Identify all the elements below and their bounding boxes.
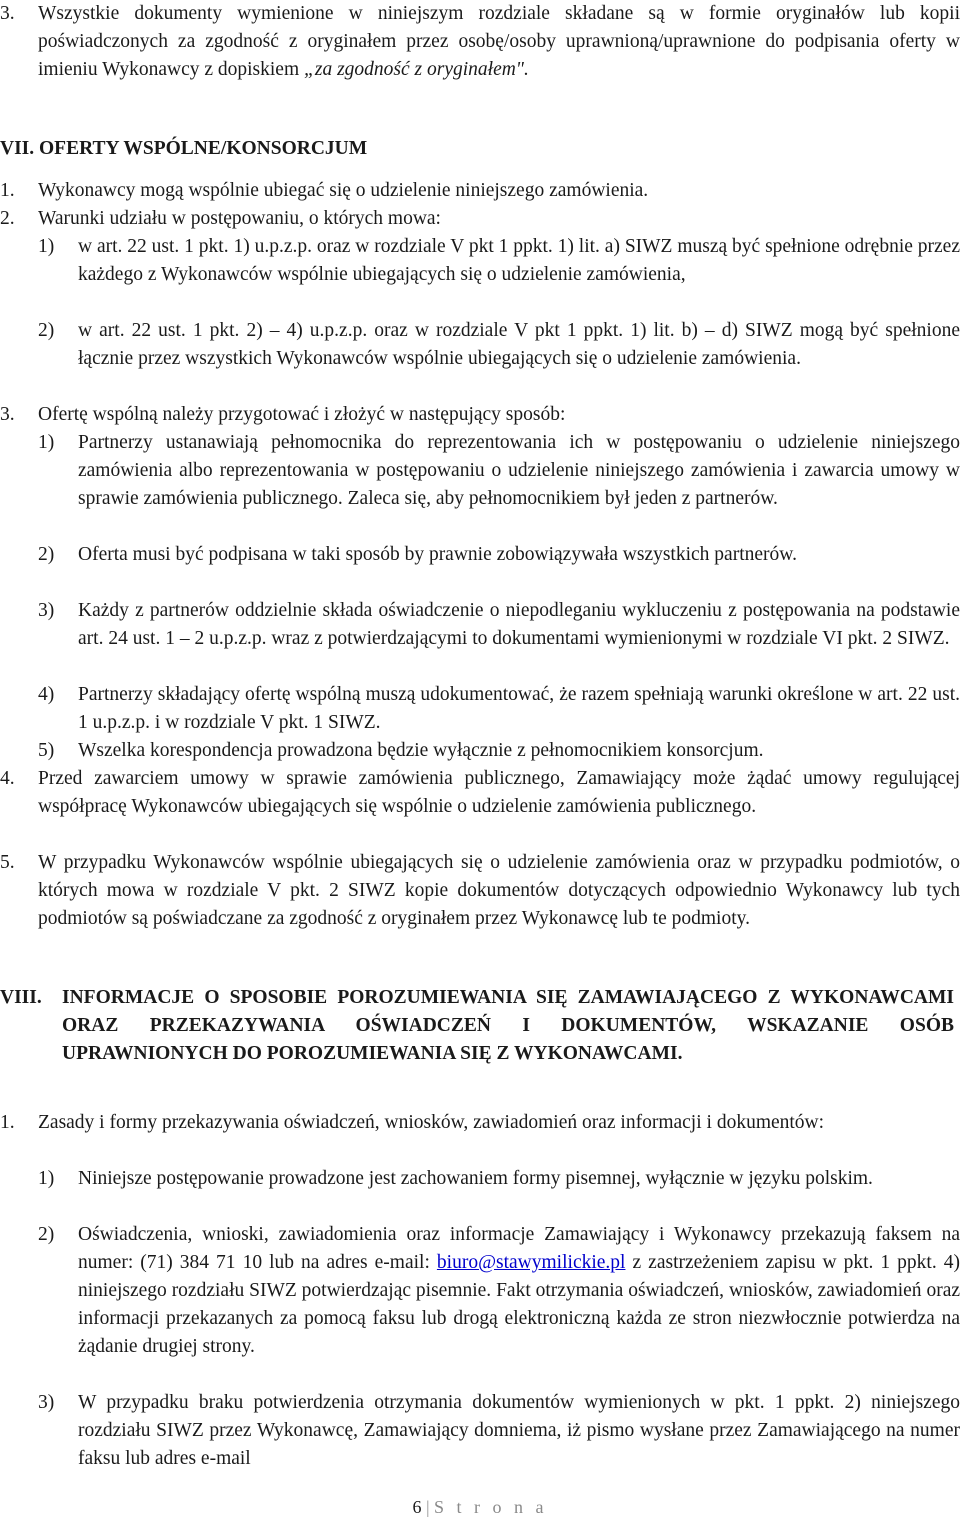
section-7-heading: VII. OFERTY WSPÓLNE/KONSORCJUM (0, 138, 368, 159)
intro-paragraph (0, 0, 960, 84)
section-7-point-2-item-1: 1) w art. 22 ust. 1 pkt. 1) u.p.z.p. oraz w rozdziale V pkt 1 ppkt. 1) lit. a) SIWZ muszą być spełnione odrębnie przez każdego z Wykonawców wspólnie ubiegających się o udzielenie zamówienia, (38, 236, 960, 285)
section-7-point-3-item-2: 2) Oferta musi być podpisana w taki sposób by prawnie zobowiązywała wszystkich partnerów. (38, 544, 797, 565)
intro-text: Wszystkie dokumenty wymienione w niniejszym rozdziale składane są w formie oryginałów lub kopii poświadczonych za zgodność z oryginałem przez osobę/osoby uprawnioną/uprawnione do podpisania oferty w imieniu Wykonawcy z dopiskiem „za zgodność z oryginałem". (38, 3, 960, 80)
section-7-point-2-item-2: 2) w art. 22 ust. 1 pkt. 2) – 4) u.p.z.p. oraz w rozdziale V pkt 1 ppkt. 1) lit. b) – d) SIWZ mogą być spełnione łącznie przez wszystkich Wykonawców wspólnie ubiegających się o udzielenie zamówienia. (38, 320, 960, 369)
footer-separator: | (425, 1497, 430, 1517)
section-7-point-3-item-5: 5) Wszelka korespondencja prowadzona będzie wyłącznie z pełnomocnikiem konsorcjum. (38, 740, 764, 761)
section-7-point-2: 2. Warunki udziału w postępowaniu, o których mowa: (0, 208, 441, 229)
section-7-point-1: 1. Wykonawcy mogą wspólnie ubiegać się o udzielenie niniejszego zamówienia. (0, 180, 649, 201)
section-7-point-4: 4. Przed zawarciem umowy w sprawie zamówienia publicznego, Zamawiający może żądać umowy regulującej współpracę Wykonawców ubiegających się wspólnie o udzielenie zamówienia publicznego. (0, 768, 960, 817)
section-7-point-3-item-4: 4) Partnerzy składający ofertę wspólną muszą udokumentować, że razem spełniają warunki określone w art. 22 ust. 1 u.p.z.p. i w rozdziale V pkt. 1 SIWZ. (38, 684, 960, 733)
section-8-heading (0, 984, 960, 1068)
footer-label: S t r o n a (434, 1497, 548, 1517)
section-8-point-1-item-3: 3) W przypadku braku potwierdzenia otrzymania dokumentów wymienionych w pkt. 1 ppkt. 2) niniejszego rozdziału SIWZ przez Wykonawcę, Zamawiający domniema, iż pismo wysłane przez Zamawiającego na numer faksu lub adres e-mail (38, 1392, 960, 1469)
section-8-point-1: 1. Zasady i formy przekazywania oświadczeń, wniosków, zawiadomień oraz informacji i dokumentów: (0, 1112, 825, 1133)
section-7-point-3: 3. Ofertę wspólną należy przygotować i złożyć w następujący sposób: (0, 404, 566, 425)
section-8-title: INFORMACJE O SPOSOBIE POROZUMIEWANIA SIĘ ZAMAWIAJĄCEGO Z WYKONAWCAMI ORAZ PRZEKAZYWANIA OŚWIADCZEŃ I DOKUMENTÓW, WSKAZANIE OSÓB UPRAWNIONYCH DO POROZUMIEWANIA SIĘ Z WYKONAWCAMI. (62, 987, 954, 1064)
section-8-number: VIII. (0, 987, 42, 1008)
section-8-point-1-item-1: 1) Niniejsze postępowanie prowadzone jest zachowaniem formy pisemnej, wyłącznie w języku polskim. (38, 1168, 873, 1189)
intro-number: 3. (0, 3, 15, 24)
page-footer (0, 1496, 960, 1518)
page-number: 6 (412, 1497, 422, 1517)
section-7-point-5: 5. W przypadku Wykonawców wspólnie ubiegających się o udzielenie zamówienia oraz w przypadku podmiotów, o których mowa w rozdziale V pkt. 2 SIWZ kopie dokumentów dotyczących odpowiednio Wykonawcy lub tych podmiotów są poświadczane za zgodność z oryginałem przez Wykonawcę lub te podmioty. (0, 852, 960, 929)
section-7-point-3-item-1: 1) Partnerzy ustanawiają pełnomocnika do reprezentowania ich w postępowaniu o udzielenie niniejszego zamówienia albo reprezentowania w postępowaniu o udzielenie niniejszego zamówienia i zawarcia umowy w sprawie zamówienia publicznego. Zaleca się, aby pełnomocnikiem był jeden z partnerów. (38, 432, 960, 509)
email-link[interactable]: biuro@stawymilickie.pl (436, 1252, 626, 1273)
section-8-point-1-item-2: 2) Oświadczenia, wnioski, zawiadomienia oraz informacje Zamawiający i Wykonawcy przekazują faksem na numer: (71) 384 71 10 lub na adres e-mail: biuro@stawymilickie.pl z zastrzeżeniem zapisu w pkt. 1 ppkt. 4) niniejszego rozdziału SIWZ potwierdzając pisemnie. Fakt otrzymania oświadczeń, wniosków, zawiadomień oraz informacji przekazanych za pomocą faksu lub drogą elektroniczną każda ze stron niezwłocznie potwierdza na żądanie drugiej strony. (38, 1224, 960, 1357)
section-7-point-3-item-3: 3) Każdy z partnerów oddzielnie składa oświadczenie o niepodleganiu wykluczeniu z postępowania na podstawie art. 24 ust. 1 – 2 u.p.z.p. wraz z potwierdzającymi to dokumentami wymienionymi w rozdziale VI pkt. 2 SIWZ. (38, 600, 960, 649)
